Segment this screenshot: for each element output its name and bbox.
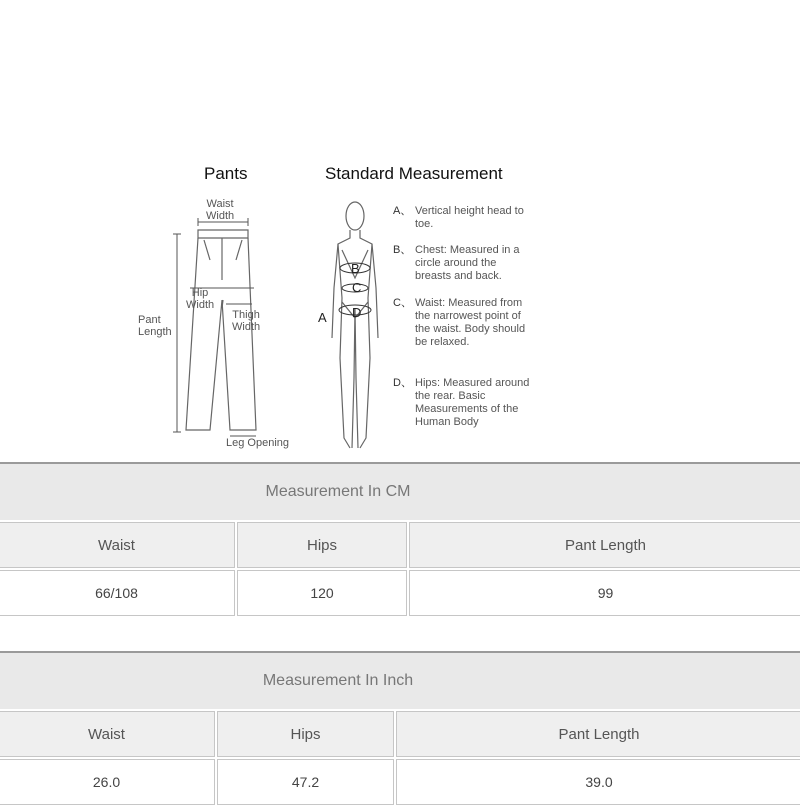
hip-width-label: Hip Width bbox=[186, 287, 215, 311]
inch-cell-pant-length: 39.0 bbox=[396, 759, 800, 805]
waist-width-label: Waist Width bbox=[206, 198, 235, 222]
inch-header-waist: Waist bbox=[0, 711, 215, 757]
standard-measurement-title: Standard Measurement bbox=[325, 164, 503, 183]
size-chart-figure bbox=[0, 140, 800, 462]
legend-letter: A、 bbox=[393, 205, 412, 217]
inch-table-row bbox=[0, 759, 800, 805]
cm-header-waist: Waist bbox=[0, 522, 235, 568]
leg-opening-label: Leg Opening bbox=[226, 437, 289, 449]
legend-text: Vertical height head to toe. bbox=[415, 205, 524, 230]
inch-table-title bbox=[0, 651, 800, 709]
legend-item-d bbox=[393, 377, 533, 437]
top-blank-area bbox=[0, 0, 800, 140]
legend-text: Chest: Measured in a circle around the breasts and back. bbox=[415, 244, 520, 282]
body-figure-icon bbox=[320, 198, 390, 458]
legend-letter: D、 bbox=[393, 377, 412, 389]
thigh-width-label: Thigh Width bbox=[232, 309, 261, 333]
legend-text: Hips: Measured around the rear. Basic Measurements of the Human Body bbox=[415, 377, 530, 428]
cm-table-row bbox=[0, 570, 800, 616]
cm-table-title-text: Measurement In CM bbox=[265, 483, 411, 500]
body-letter-c: C bbox=[352, 280, 362, 295]
legend-letter: B、 bbox=[393, 244, 412, 256]
cm-cell-pant-length: 99 bbox=[409, 570, 800, 616]
inch-header-hips: Hips bbox=[217, 711, 394, 757]
inch-table-header-row bbox=[0, 711, 800, 757]
inch-cell-hips: 47.2 bbox=[217, 759, 394, 805]
cm-header-hips: Hips bbox=[237, 522, 407, 568]
body-letter-d: D bbox=[352, 305, 362, 320]
inch-header-pant-length: Pant Length bbox=[396, 711, 800, 757]
legend-item-a bbox=[393, 205, 533, 235]
cm-header-pant-length: Pant Length bbox=[409, 522, 800, 568]
cm-cell-hips: 120 bbox=[237, 570, 407, 616]
inch-cell-waist: 26.0 bbox=[0, 759, 215, 805]
legend-letter: C、 bbox=[393, 297, 412, 309]
pant-length-label: Pant Length bbox=[138, 314, 172, 338]
body-letter-a: A bbox=[318, 310, 327, 325]
cm-table-title bbox=[0, 462, 800, 520]
body-letter-b: B bbox=[351, 261, 360, 276]
inch-table-title-text: Measurement In Inch bbox=[262, 672, 414, 689]
legend-item-b bbox=[393, 244, 533, 288]
legend-item-c bbox=[393, 297, 533, 367]
cm-table-header-row bbox=[0, 522, 800, 568]
pants-title: Pants bbox=[204, 164, 248, 183]
cm-cell-waist: 66/108 bbox=[0, 570, 235, 616]
legend-text: Waist: Measured from the narrowest point of the waist. Body should be relaxed. bbox=[415, 297, 526, 348]
